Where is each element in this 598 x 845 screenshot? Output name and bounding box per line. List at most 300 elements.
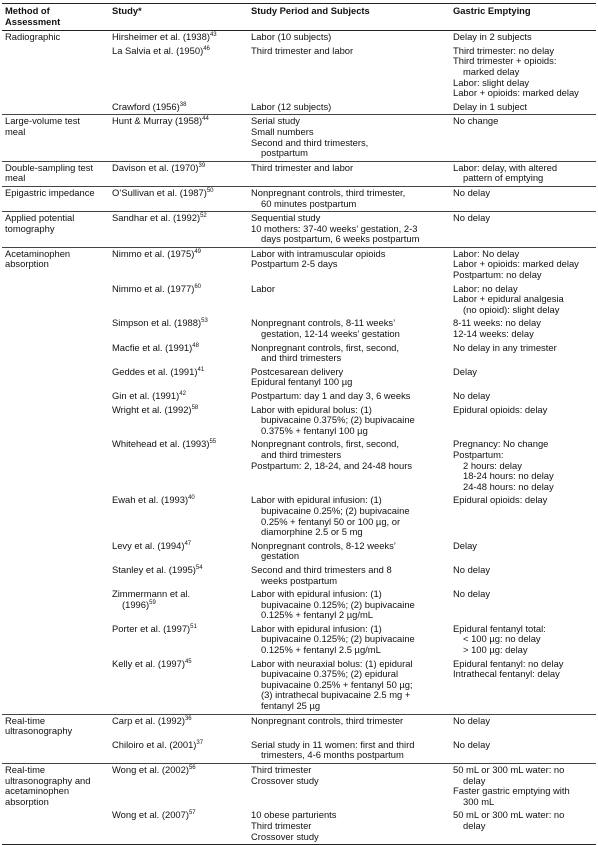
period-text: postpartum (261, 147, 308, 159)
period-text: bupivacaine 0.25% + fentanyl 50 µg; (261, 678, 413, 690)
reference-number: 55 (209, 439, 217, 446)
emptying-text: No delay (453, 212, 491, 224)
cell-period (248, 588, 450, 623)
reference-number: 47 (184, 540, 192, 547)
period-text: gestation, 12-14 weeks’ gestation (261, 328, 400, 340)
emptying-text: Labor + opioids: marked delay (453, 258, 579, 270)
method-text: absorption (5, 258, 49, 270)
cell-study (109, 714, 248, 739)
method-text: ultrasonography (5, 725, 73, 737)
emptying-text: 50 mL or 300 mL water: no (453, 809, 565, 821)
period-text: (3) intrathecal bupivacaine 2.5 mg + (261, 689, 411, 701)
cell-study (109, 283, 248, 318)
period-text: and third trimesters (261, 448, 342, 460)
cell-emptying (450, 45, 596, 101)
period-text: Nonpregnant controls, 8-11 weeks’ (251, 317, 396, 329)
cell-emptying (450, 390, 596, 404)
period-text: weeks postpartum (261, 574, 338, 586)
period-text: Third trimester and labor (251, 44, 354, 56)
cell-study (109, 404, 248, 439)
emptying-text: Delay in 1 subject (453, 100, 527, 112)
cell-period (248, 809, 450, 844)
period-text: diamorphine 2.5 or 5 mg (261, 526, 363, 538)
study-name: Chiloiro et al. $(2001)^{37}$ (112, 738, 204, 750)
emptying-text: > 100 µg: delay (463, 644, 528, 656)
cell-emptying (450, 115, 596, 161)
cell-period (248, 764, 450, 810)
cell-period (248, 161, 450, 186)
period-text: Nonpregnant controls, third trimester (251, 714, 404, 726)
table-row (2, 317, 596, 341)
cell-method (2, 212, 109, 248)
table-row (2, 115, 596, 161)
cell-method (2, 317, 109, 341)
cell-method (2, 438, 109, 494)
table-row (2, 366, 596, 390)
period-text: bupivacaine 0.375%; (2) bupivacaine (261, 414, 415, 426)
period-text: Labor with epidural infusion: (1) (251, 588, 382, 600)
period-text: 0.25% + fentanyl 50 or 100 µg, or (261, 515, 401, 527)
study-name: Nimmo et al. $(1975)^{49}$ (112, 247, 202, 259)
cell-method (2, 739, 109, 764)
cell-method (2, 101, 109, 115)
emptying-text: Labor: slight delay (453, 76, 530, 88)
emptying-text: Delay (453, 539, 477, 551)
cell-method (2, 366, 109, 390)
reference-number: 37 (196, 739, 204, 746)
emptying-text: No delay (453, 186, 491, 198)
cell-emptying (450, 342, 596, 366)
emptying-text: 8-11 weeks: no delay (453, 317, 541, 329)
header-row (2, 4, 596, 31)
cell-period (248, 494, 450, 539)
study-name: Gin et al. $(1991)^{42}$ (112, 390, 186, 401)
reference-number: 59 (149, 599, 156, 606)
cell-study (109, 658, 248, 714)
table-row (2, 588, 596, 623)
emptying-text: 18-24 hours: no delay (463, 470, 554, 482)
period-text: gestation (261, 550, 300, 562)
cell-study (109, 623, 248, 658)
gastric-emptying-table (2, 3, 596, 845)
cell-period (248, 438, 450, 494)
table-row (2, 45, 596, 101)
emptying-text: Epidural opioids: delay (453, 494, 548, 506)
study-name: Hirsheimer et al. $(1938)^{43}$ (112, 31, 217, 43)
cell-emptying (450, 283, 596, 318)
emptying-text: Epidural fentanyl: no delay (453, 657, 564, 669)
period-text: 10 obese parturients (251, 809, 337, 821)
study-name: Kelly et al. $(1997)^{45}$ (112, 657, 192, 669)
cell-period (248, 366, 450, 390)
period-text: Second and third trimesters, (251, 136, 369, 148)
cell-emptying (450, 212, 596, 248)
cell-study (109, 809, 248, 844)
cell-emptying (450, 564, 596, 588)
reference-number: 49 (194, 248, 202, 255)
cell-emptying (450, 764, 596, 810)
period-text: 60 minutes postpartum (261, 197, 357, 209)
emptying-text: No delay (453, 738, 491, 750)
emptying-text: marked delay (463, 65, 520, 77)
cell-method (2, 247, 109, 282)
emptying-text: Pregnancy: No change (453, 438, 549, 450)
method-text: ultrasonography and (5, 774, 91, 786)
emptying-text: Labor: No delay (453, 247, 520, 259)
method-text: Radiographic (5, 31, 61, 43)
reference-number: 50 (206, 187, 214, 194)
cell-method (2, 658, 109, 714)
method-text: Double-sampling test (5, 161, 94, 173)
period-text: fentanyl 25 µg (261, 700, 321, 712)
study-name: Wong et al. $(2007)^{57}$ (112, 809, 196, 821)
cell-method (2, 564, 109, 588)
cell-study (109, 161, 248, 186)
table-row (2, 438, 596, 494)
emptying-text: Labor: no delay (453, 282, 518, 294)
emptying-text: No delay (453, 563, 491, 575)
emptying-text: No delay (453, 390, 491, 401)
emptying-text: delay (463, 774, 486, 786)
table-row (2, 564, 596, 588)
cell-study (109, 390, 248, 404)
cell-emptying (450, 366, 596, 390)
cell-period (248, 283, 450, 318)
emptying-text: < 100 µg: no delay (463, 633, 541, 645)
reference-number: 46 (203, 45, 210, 52)
cell-study (109, 101, 248, 115)
cell-emptying (450, 658, 596, 714)
header-period: Study Period and Subjects (248, 4, 450, 31)
emptying-text: Postpartum: no delay (453, 269, 542, 281)
cell-period (248, 247, 450, 282)
period-text: bupivacaine 0.125%; (2) bupivacaine (261, 598, 415, 610)
cell-study (109, 739, 248, 764)
table-body (2, 31, 596, 845)
cell-period (248, 45, 450, 101)
cell-emptying (450, 714, 596, 739)
table-row (2, 247, 596, 282)
cell-method (2, 404, 109, 439)
table-row (2, 404, 596, 439)
cell-method (2, 809, 109, 844)
period-text: 0.375% + fentanyl 100 µg (261, 424, 368, 436)
period-text: trimesters, 4-6 months postpartum (261, 749, 404, 761)
period-text: bupivacaine 0.25%; (2) bupivacaine (261, 504, 410, 516)
cell-study (109, 342, 248, 366)
study-name: La Salvia et al. $(1950)^{46}$ (112, 44, 210, 56)
cell-method (2, 283, 109, 318)
period-text: 0.125% + fentanyl 2.5 µg/mL (261, 644, 381, 656)
period-text: days postpartum, 6 weeks postpartum (261, 233, 420, 245)
cell-period (248, 31, 450, 45)
emptying-text: No delay (453, 714, 491, 726)
reference-number: 48 (192, 342, 199, 349)
method-text: meal (5, 125, 26, 137)
cell-method (2, 494, 109, 539)
cell-period (248, 623, 450, 658)
period-text: bupivacaine 0.125%; (2) bupivacaine (261, 633, 415, 645)
period-text: 0.125% + fentanyl 2 µg/mL (261, 609, 373, 621)
period-text: Third trimester (251, 819, 312, 831)
period-text: Third trimester (251, 764, 312, 775)
cell-method (2, 186, 109, 211)
study-name-cont: $(1996)^{59}$ (122, 598, 156, 610)
emptying-text: pattern of emptying (463, 172, 544, 184)
emptying-text: No change (453, 115, 499, 127)
cell-period (248, 186, 450, 211)
period-text: Epidural fentanyl 100 µg (251, 376, 353, 388)
cell-study (109, 494, 248, 539)
reference-number: 42 (179, 390, 186, 397)
period-text: Postcesarean delivery (251, 365, 344, 377)
study-name: Geddes et al. $(1991)^{41}$ (112, 365, 205, 377)
cell-emptying (450, 623, 596, 658)
reference-number: 44 (202, 116, 209, 123)
cell-study (109, 540, 248, 564)
period-text: Postpartum: day 1 and day 3, 6 weeks (251, 390, 411, 401)
emptying-text: 2 hours: delay (463, 459, 522, 471)
period-text: Serial study (251, 115, 300, 127)
period-text: Labor (251, 282, 275, 294)
cell-emptying (450, 31, 596, 45)
period-text: Nonpregnant controls, first, second, (251, 341, 399, 353)
method-text: Large-volume test (5, 115, 81, 127)
emptying-text: No delay in any trimester (453, 341, 557, 353)
cell-emptying (450, 809, 596, 844)
table-row (2, 390, 596, 404)
cell-period (248, 115, 450, 161)
header-study: Study* (109, 4, 248, 31)
cell-method (2, 390, 109, 404)
cell-emptying (450, 161, 596, 186)
cell-method (2, 161, 109, 186)
period-text: Labor with epidural infusion: (1) (251, 494, 382, 506)
method-text: tomography (5, 222, 55, 234)
emptying-text: Postpartum: (453, 448, 504, 460)
reference-number: 43 (209, 32, 217, 39)
emptying-text: Labor: delay, with altered (453, 161, 558, 173)
reference-number: 56 (188, 764, 196, 771)
period-text: Nonpregnant controls, third trimester, (251, 186, 406, 198)
emptying-text: 50 mL or 300 mL water: no (453, 764, 565, 775)
emptying-text: Labor + epidural analgesia (453, 293, 564, 305)
cell-emptying (450, 186, 596, 211)
emptying-text: Epidural fentanyl total: (453, 622, 546, 634)
emptying-text: Third trimester + opioids: (453, 55, 557, 67)
reference-number: 40 (188, 495, 195, 502)
study-name: Wong et al. $(2002)^{56}$ (112, 764, 196, 775)
cell-method (2, 764, 109, 810)
cell-period (248, 658, 450, 714)
method-text: Real-time (5, 764, 46, 775)
study-name: Wright et al. $(1992)^{58}$ (112, 403, 199, 415)
cell-emptying (450, 739, 596, 764)
cell-emptying (450, 588, 596, 623)
period-text: Nonpregnant controls, 8-12 weeks’ (251, 539, 396, 551)
table-row (2, 101, 596, 115)
cell-study (109, 31, 248, 45)
emptying-text: Labor + opioids: marked delay (453, 87, 579, 99)
cell-method (2, 342, 109, 366)
cell-emptying (450, 247, 596, 282)
emptying-text: No delay (453, 588, 491, 600)
reference-number: 41 (197, 366, 205, 373)
cell-method (2, 31, 109, 45)
reference-number: 36 (184, 715, 192, 722)
cell-method (2, 623, 109, 658)
study-name: Porter et al. $(1997)^{51}$ (112, 622, 197, 634)
cell-emptying (450, 404, 596, 439)
cell-emptying (450, 438, 596, 494)
emptying-text: Delay (453, 365, 477, 377)
table-row (2, 494, 596, 539)
study-name: Crawford $(1956)^{38}$ (112, 100, 187, 112)
cell-period (248, 540, 450, 564)
period-text: Labor with intramuscular opioids (251, 247, 386, 259)
cell-emptying (450, 494, 596, 539)
emptying-text: Delay in 2 subjects (453, 31, 532, 43)
period-text: Serial study in 11 women: first and third (251, 738, 415, 750)
period-text: Postpartum 2-5 days (251, 258, 338, 270)
period-text: Third trimester and labor (251, 161, 354, 173)
cell-period (248, 317, 450, 341)
cell-period (248, 404, 450, 439)
method-text: Real-time (5, 714, 46, 726)
emptying-text: Intrathecal fentanyl: delay (453, 668, 560, 680)
study-name: Nimmo et al. $(1977)^{60}$ (112, 282, 202, 294)
period-text: Crossover study (251, 830, 319, 842)
table-row (2, 739, 596, 764)
cell-method (2, 540, 109, 564)
cell-period (248, 739, 450, 764)
cell-study (109, 564, 248, 588)
reference-number: 39 (198, 162, 206, 169)
table-row (2, 283, 596, 318)
header-method: Method of Assessment (2, 4, 109, 31)
table-row (2, 186, 596, 211)
reference-number: 51 (190, 623, 197, 630)
reference-number: 58 (191, 404, 199, 411)
cell-period (248, 212, 450, 248)
cell-emptying (450, 317, 596, 341)
period-text: and third trimesters (261, 352, 342, 364)
reference-number: 57 (188, 810, 196, 817)
method-text: meal (5, 172, 26, 184)
emptying-text: delay (463, 819, 486, 831)
method-text: absorption (5, 795, 49, 807)
cell-study (109, 764, 248, 810)
table-row (2, 161, 596, 186)
cell-study (109, 438, 248, 494)
table-row (2, 540, 596, 564)
reference-number: 54 (195, 564, 203, 571)
emptying-text: Faster gastric emptying with (453, 785, 570, 797)
document-page (2, 3, 596, 845)
header-emptying: Gastric Emptying (450, 4, 596, 31)
study-name: Macfie et al. $(1991)^{48}$ (112, 341, 199, 353)
period-text: Labor with epidural bolus: (1) (251, 403, 372, 415)
period-text: Postpartum: 2, 18-24, and 24-48 hours (251, 459, 413, 471)
study-name: Whitehead et al. $(1993)^{55}$ (112, 438, 217, 450)
cell-period (248, 101, 450, 115)
reference-number: 53 (201, 318, 208, 325)
study-name: Levy et al. $(1994)^{47}$ (112, 539, 192, 551)
table-row (2, 809, 596, 844)
period-text: Small numbers (251, 125, 314, 137)
study-name: Carp et al. $(1992)^{36}$ (112, 714, 192, 726)
emptying-text: Third trimester: no delay (453, 44, 555, 56)
period-text: 10 mothers: 37-40 weeks’ gestation, 2-3 (251, 222, 418, 234)
table-row (2, 623, 596, 658)
cell-method (2, 45, 109, 101)
reference-number: 60 (194, 283, 202, 290)
period-text: Sequential study (251, 212, 321, 224)
table-row (2, 714, 596, 739)
cell-study (109, 115, 248, 161)
method-text: Applied potential (5, 212, 75, 224)
emptying-text: 12-14 weeks: delay (453, 328, 534, 340)
reference-number: 45 (184, 658, 192, 665)
table-row (2, 342, 596, 366)
study-name: Simpson et al. $(1988)^{53}$ (112, 317, 208, 329)
study-name: Sandhar et al. $(1992)^{52}$ (112, 212, 207, 224)
period-text: Second and third trimesters and 8 (251, 563, 392, 575)
period-text: Labor (10 subjects) (251, 31, 332, 43)
cell-period (248, 714, 450, 739)
cell-study (109, 247, 248, 282)
study-name: Davison et al. $(1970)^{39}$ (112, 161, 206, 173)
reference-number: 52 (200, 212, 207, 219)
emptying-text: Epidural opioids: delay (453, 403, 548, 415)
emptying-text: 24-48 hours: no delay (463, 480, 554, 492)
period-text: Crossover study (251, 774, 319, 786)
table-row (2, 658, 596, 714)
cell-method (2, 714, 109, 739)
method-text: acetaminophen (5, 785, 70, 797)
cell-emptying (450, 540, 596, 564)
period-text: Labor with neuraxial bolus: (1) epidural (251, 657, 413, 669)
cell-study (109, 186, 248, 211)
table-row (2, 212, 596, 248)
cell-method (2, 115, 109, 161)
cell-period (248, 564, 450, 588)
cell-emptying (450, 101, 596, 115)
cell-period (248, 342, 450, 366)
cell-study (109, 588, 248, 623)
period-text: Nonpregnant controls, first, second, (251, 438, 399, 450)
period-text: Labor (12 subjects) (251, 100, 332, 112)
table-row (2, 764, 596, 810)
cell-study (109, 45, 248, 101)
period-text: Labor with epidural infusion: (1) (251, 622, 382, 634)
cell-study (109, 366, 248, 390)
emptying-text: (no opioid): slight delay (463, 303, 560, 315)
cell-method (2, 588, 109, 623)
period-text: bupivacaine 0.375%; (2) epidural (261, 668, 399, 680)
cell-period (248, 390, 450, 404)
table-row (2, 31, 596, 45)
study-name: Stanley et al. $(1995)^{54}$ (112, 563, 203, 575)
method-text: Epigastric impedance (5, 186, 95, 198)
study-name: O’Sullivan et al. $(1987)^{50}$ (112, 186, 214, 198)
study-name: Ewah et al. $(1993)^{40}$ (112, 494, 195, 506)
emptying-text: 300 mL (463, 795, 495, 807)
reference-number: 38 (179, 101, 187, 108)
study-name: Hunt & Murray $(1958)^{44}$ (112, 115, 209, 127)
cell-study (109, 212, 248, 248)
cell-study (109, 317, 248, 341)
